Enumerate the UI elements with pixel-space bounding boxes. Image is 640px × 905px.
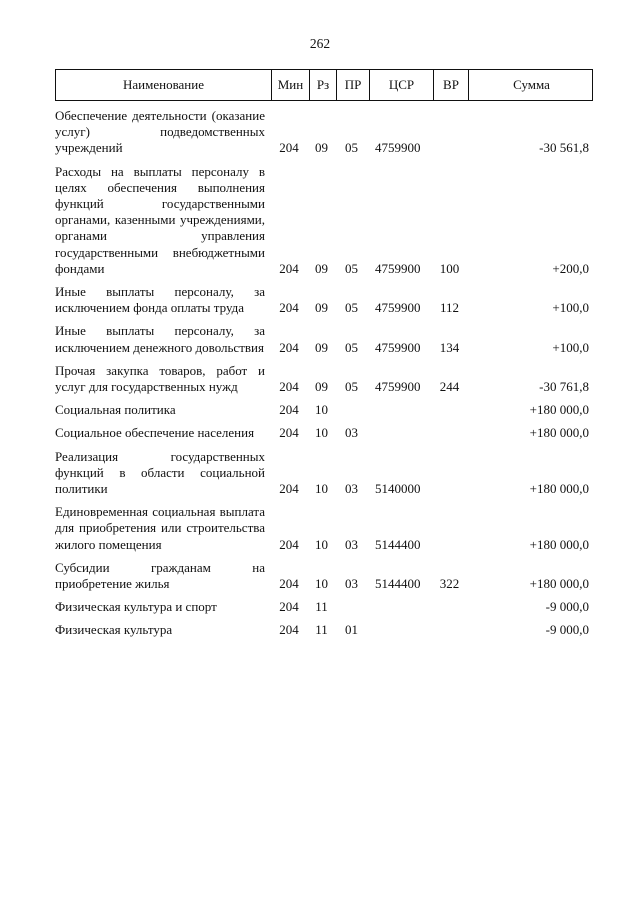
header-min: Мин [271,70,309,100]
cell-pr: 03 [345,425,358,441]
table-row [55,108,593,157]
header-pr: ПР [336,70,369,100]
header-rz: Рз [309,70,336,100]
cell-pr: 05 [345,379,358,395]
cell-min: 204 [279,481,299,497]
cell-sum: -30 561,8 [539,140,589,156]
cell-rz: 10 [315,425,328,441]
cell-name: Обеспечение деятельности (оказание услуг) подведомственных учреждений [55,108,265,156]
cell-sum: +180 000,0 [529,425,589,441]
cell-pr: 03 [345,576,358,592]
table-row [55,425,593,441]
cell-sum: -9 000,0 [545,599,589,615]
cell-name: Физическая культура [55,622,173,638]
cell-rz: 09 [315,300,328,316]
cell-pr: 01 [345,622,358,638]
cell-sum: -30 761,8 [539,379,589,395]
cell-sum: +180 000,0 [529,402,589,418]
cell-sum: +200,0 [552,260,589,276]
cell-name: Единовременная социальная выплата для приобретения или строительства жилого помещения [55,504,265,552]
cell-csr: 4759900 [375,300,421,316]
table-header [55,69,593,101]
cell-csr: 5140000 [375,481,421,497]
cell-rz: 10 [315,481,328,497]
cell-min: 204 [279,339,299,355]
budget-table [55,69,593,646]
table-body [55,108,593,639]
cell-sum: +180 000,0 [529,536,589,552]
cell-min: 204 [279,576,299,592]
table-row [55,622,593,638]
table-row [55,323,593,355]
cell-vr: 112 [439,300,460,316]
header-name: Наименование [123,77,204,92]
cell-min: 204 [279,425,299,441]
cell-rz: 10 [315,576,328,592]
cell-min: 204 [279,599,299,615]
cell-pr: 05 [345,260,358,276]
cell-csr: 4759900 [375,260,421,276]
cell-min: 204 [279,260,299,276]
cell-csr: 4759900 [375,339,421,355]
cell-pr: 03 [345,536,358,552]
cell-rz: 09 [315,339,328,355]
cell-vr: 134 [439,339,460,355]
cell-min: 204 [279,379,299,395]
cell-rz: 11 [315,622,328,638]
header-csr: ЦСР [369,70,433,100]
cell-rz: 09 [315,140,328,156]
cell-name: Реализация государственных функций в области социальной политики [55,448,265,497]
cell-rz: 10 [315,402,328,418]
cell-rz: 11 [315,599,328,615]
cell-name: Физическая культура и спорт [55,599,217,615]
cell-rz: 09 [315,260,328,276]
cell-min: 204 [279,536,299,552]
cell-sum: +100,0 [552,339,589,355]
cell-min: 204 [279,300,299,316]
cell-pr: 03 [345,481,358,497]
cell-sum: +100,0 [552,300,589,316]
header-sum: Сумма [468,70,594,100]
table-row [55,284,593,316]
cell-csr: 5144400 [375,536,421,552]
cell-pr: 05 [345,140,358,156]
cell-csr: 5144400 [375,576,421,592]
cell-name: Социальное обеспечение населения [55,425,255,441]
table-row [55,504,593,553]
cell-vr: 322 [439,576,460,592]
cell-sum: -9 000,0 [545,622,589,638]
cell-name: Социальная политика [55,402,176,418]
cell-sum: +180 000,0 [529,576,589,592]
cell-name: Прочая закупка товаров, работ и услуг для государственных нужд [55,362,265,395]
cell-vr: 100 [439,260,460,276]
cell-csr: 4759900 [375,140,421,156]
cell-rz: 09 [315,379,328,395]
cell-pr: 05 [345,339,358,355]
cell-pr: 05 [345,300,358,316]
cell-vr: 244 [439,379,460,395]
table-row [55,164,593,277]
cell-csr: 4759900 [375,379,421,395]
cell-min: 204 [279,402,299,418]
cell-min: 204 [279,140,299,156]
cell-sum: +180 000,0 [529,481,589,497]
header-vr: ВР [433,70,468,100]
cell-rz: 10 [315,536,328,552]
table-row [55,402,593,418]
table-row [55,449,593,498]
cell-name: Субсидии гражданам на приобретение жилья [55,559,265,592]
table-row [55,599,593,615]
table-row [55,560,593,592]
table-row [55,363,593,395]
page-number: 262 [309,36,331,51]
cell-name: Иные выплаты персоналу, за исключением фонда оплаты труда [55,284,265,316]
cell-name: Расходы на выплаты персоналу в целях обеспечения выполнения функций государственными органами, казенными учреждениями, органами управления государственными внебюджетными фондами [55,163,265,276]
cell-name: Иные выплаты персоналу, за исключением денежного довольствия [55,323,265,355]
cell-min: 204 [279,622,299,638]
